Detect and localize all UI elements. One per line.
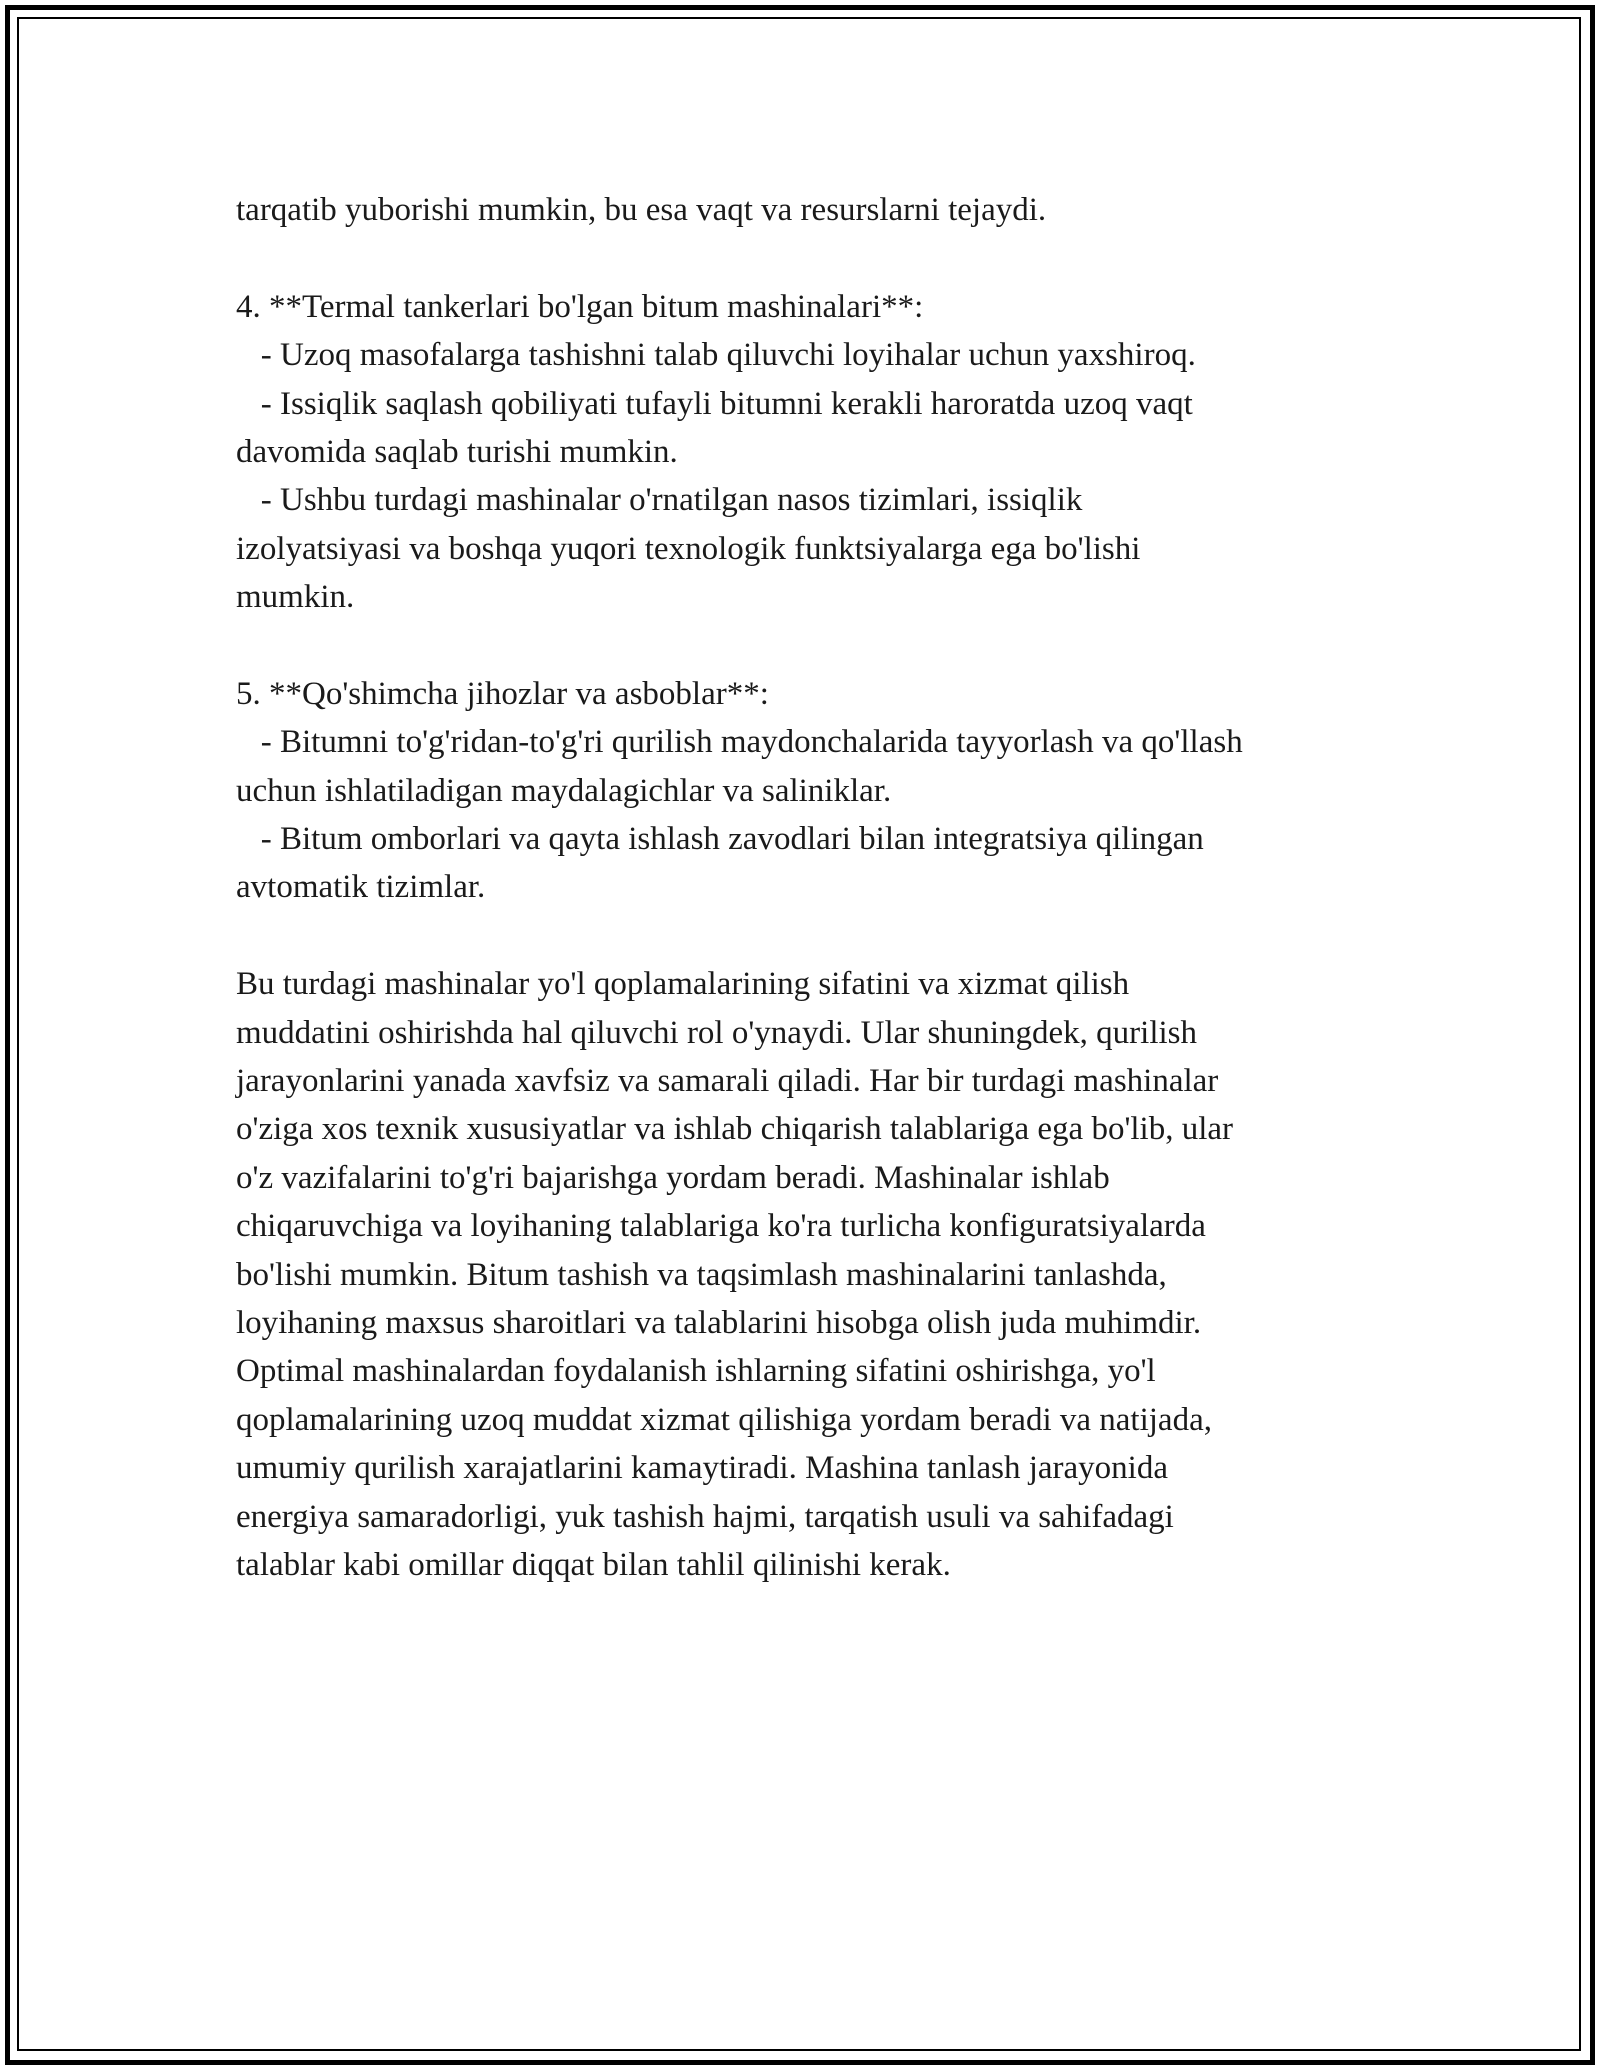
- conclusion-line: o'z vazifalarini to'g'ri bajarishga yordam beradi. Mashinalar ishlab: [236, 1159, 1110, 1196]
- document-body: [236, 186, 1376, 1589]
- conclusion-line: jarayonlarini yanada xavfsiz va samarali qiladi. Har bir turdagi mashinalar: [236, 1063, 1219, 1100]
- text-line: davomida saqlab turishi mumkin.: [236, 433, 678, 470]
- conclusion-line: talablar kabi omillar diqqat bilan tahlil qilinishi kerak.: [236, 1546, 951, 1583]
- conclusion-line: muddatini oshirishda hal qiluvchi rol o'ynaydi. Ular shuningdek, qurilish: [236, 1014, 1197, 1051]
- section-heading-4: 4. **Termal tankerlari bo'lgan bitum mashinalari**:: [236, 288, 924, 325]
- text-line: avtomatik tizimlar.: [236, 869, 486, 906]
- text-line: uchun ishlatiladigan maydalagichlar va saliniklar.: [236, 772, 892, 809]
- text-line: tarqatib yuborishi mumkin, bu esa vaqt va resurslarni tejaydi.: [236, 192, 1047, 228]
- conclusion-line: o'ziga xos texnik xususiyatlar va ishlab chiqarish talablariga ega bo'lib, ular: [236, 1111, 1234, 1148]
- conclusion-line: umumiy qurilish xarajatlarini kamaytiradi. Mashina tanlash jarayonida: [236, 1450, 1168, 1487]
- conclusion-line: Optimal mashinalardan foydalanish ishlarning sifatini oshirishga, yo'l: [236, 1353, 1156, 1390]
- conclusion-line: qoplamalarining uzoq muddat xizmat qilishiga yordam beradi va natijada,: [236, 1401, 1212, 1438]
- conclusion-line: loyihaning maxsus sharoitlari va talablarini hisobga olish juda muhimdir.: [236, 1304, 1202, 1341]
- text-line: - Uzoq masofalarga tashishni talab qiluvchi loyihalar uchun yaxshiroq.: [236, 337, 1196, 374]
- conclusion-line: Bu turdagi mashinalar yo'l qoplamalarining sifatini va xizmat qilish: [236, 966, 1130, 1003]
- text-line: - Bitum omborlari va qayta ishlash zavodlari bilan integratsiya qilingan: [236, 821, 1204, 858]
- text-line: izolyatsiyasi va boshqa yuqori texnologik funktsiyalarga ega bo'lishi: [236, 530, 1141, 567]
- blank-line: [236, 234, 1376, 282]
- text-line: - Ushbu turdagi mashinalar o'rnatilgan nasos tizimlari, issiqlik: [236, 482, 1083, 519]
- section-heading-5: 5. **Qo'shimcha jihozlar va asboblar**:: [236, 675, 769, 712]
- conclusion-line: chiqaruvchiga va loyihaning talablariga ko'ra turlicha konfiguratsiyalarda: [236, 1208, 1206, 1245]
- conclusion-line: bo'lishi mumkin. Bitum tashish va taqsimlash mashinalarini tanlashda,: [236, 1256, 1167, 1293]
- conclusion-line: energiya samaradorligi, yuk tashish hajmi, tarqatish usuli va sahifadagi: [236, 1498, 1174, 1535]
- blank-line: [236, 622, 1376, 670]
- text-line: mumkin.: [236, 579, 355, 616]
- blank-line: [236, 912, 1376, 960]
- text-line: - Bitumni to'g'ridan-to'g'ri qurilish maydonchalarida tayyorlash va qo'llash: [236, 724, 1243, 761]
- text-line: - Issiqlik saqlash qobiliyati tufayli bitumni kerakli haroratda uzoq vaqt: [236, 385, 1193, 422]
